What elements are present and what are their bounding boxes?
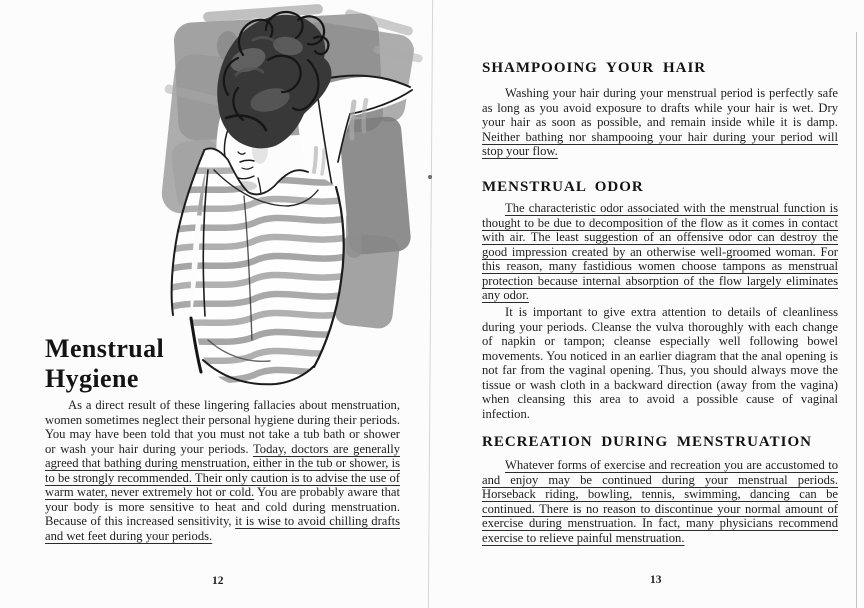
text-segment: You are probably aware that your body is more sensitive to heat and cold during menstruation. Because of this increased sensitivity, [45, 485, 400, 528]
underlined-text-segment: Neither bathing nor shampooing your hair during your period will stop your flow. [482, 129, 838, 158]
page-number-right: 13 [650, 574, 662, 586]
chapter-title-line-1: Menstrual [45, 334, 165, 363]
page-edge-line [856, 32, 857, 608]
chapter-title-line-2: Hygiene [45, 364, 139, 393]
section-heading-odor: MENSTRUAL ODOR [482, 179, 644, 195]
chapter-title [45, 334, 164, 394]
underlined-text-segment: it is wise to avoid chilling drafts and wet feet during your periods. [45, 514, 400, 543]
section-paragraph-odor-2 [482, 305, 838, 421]
woman-in-towel-illustration [148, 0, 448, 400]
section-paragraph-odor-1 [482, 201, 838, 303]
underlined-text-segment: Today, doctors are generally agreed that bathing during menstruation, either in the tub or shower, is to be strongly recommended. Their only caution is to advise the use of warm water, never extremely hot or cold. [45, 441, 400, 499]
scan-speck [428, 175, 432, 179]
underlined-text-segment: Whatever forms of exercise and recreation you are accustomed to and enjoy may be continued during your menstrual periods. Horseback riding, bowling, tennis, swimming, dancing can be continued. There is no reason to discontinue your normal amount of exercise during menstruation. In fact, many physicians recommend exercise to relieve painful menstruation. [482, 458, 838, 545]
section-heading-shampooing: SHAMPOOING YOUR HAIR [482, 60, 707, 76]
underlined-text-segment: The characteristic odor associated with the menstrual function is thought to be due to decomposition of the flow as it comes in contact with air. The least suggestion of an offensive odor can destroy the good impression created by an otherwise well-groomed woman. For this reason, many fastidious women choose tampons as menstrual protection because internal absorption of the flow largely eliminates any odor. [482, 201, 838, 302]
text-segment: Washing your hair during your menstrual period is perfectly safe as long as you avoid exposure to drafts while your hair is wet. Dry your hair as soon as possible, and remain inside while it is damp. [482, 86, 838, 129]
chapter-intro-paragraph [45, 398, 400, 543]
page-number-left: 12 [212, 575, 224, 587]
text-segment: It is important to give extra attention to details of cleanliness during your periods. Cleanse the vulva thoroughly with each change of napkin or tampon; cleanse especially well following bowel movements. You noticed in an earlier diagram that the anal opening is not far from the vaginal opening. Thus, you should always move the tissue or wash cloth in a backward direction (away from the vagina) when cleansing this area to avoid a possible cause of vaginal infection. [482, 305, 838, 421]
striped-towel [170, 148, 344, 387]
section-paragraph-shampooing [482, 86, 838, 159]
section-heading-recreation: RECREATION DURING MENSTRUATION [482, 434, 812, 450]
text-segment: As a direct result of these lingering fallacies about menstruation, women sometimes neglect their personal hygiene during their periods. You may have been told that you must not take a tub bath or shower or wash your hair during your periods. [45, 398, 400, 456]
section-paragraph-recreation [482, 458, 838, 545]
